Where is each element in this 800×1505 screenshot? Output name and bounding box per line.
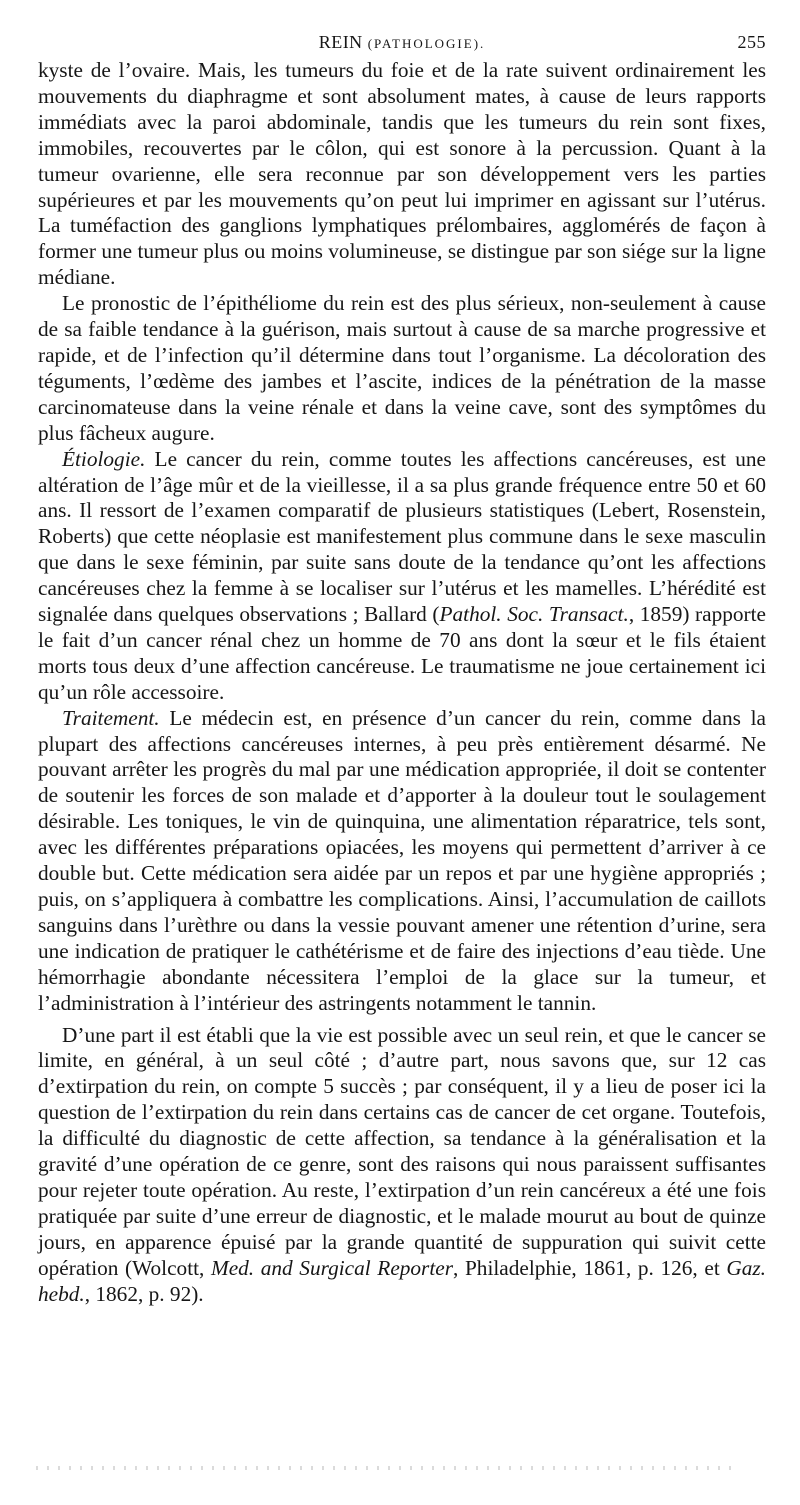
paragraph-text: Le cancer du rein, comme toutes les affections cancéreuses, est une altération de l’âge mûr et de la vieillesse, il a sa plus grande fréquence entre 50 et 60 ans. Il ressort de l’examen comparatif de plusieurs statistiques (Lebert, Rosenstein, Roberts) que cette néoplasie est manifestement plus commune dans le sexe masculin que dans le sexe féminin, par suite sans doute de la tendance qu’ont les affections cancéreuses chez la femme à se localiser sur l’utérus et les mamelles. L’hérédité est signalée dans quelques observations ; Ballard ( [38,446,766,627]
body-text [38,58,766,1308]
paragraph-text: Le pronostic de l’épithéliome du rein est des plus sérieux, non-seulement à cause de sa faible tendance à la guérison, mais surtout à cause de sa marche progressive et rapide, et de l’infection qu’il détermine dans tout l’organisme. La décoloration des téguments, l’œdème des jambes et l’ascite, indices de la pénétration de la masse carcinomateuse dans la veine rénale et dans la veine cave, sont des symptômes du plus fâcheux augure. [38,291,766,445]
running-header [38,30,766,58]
running-title [38,32,766,53]
paragraph-text: , Philadelphie, 1861, p. 126, et [453,1255,727,1280]
paragraph-text: , 1862, p. 92). [84,1281,204,1306]
citation: Pathol. Soc. Transact. [439,602,629,627]
bleed-through-noise [36,1466,736,1470]
section-lead-etiology: Étiologie. [62,446,146,471]
page-number: 255 [737,32,766,52]
paragraph-text: Le médecin est, en présence d’un cancer du rein, comme dans la plupart des affections cancéreuses internes, à peu près entièrement désarmé. Ne pouvant arrêter les progrès du mal par une médication appropriée, il doit se contenter de soutenir les forces de son malade et d’apporter à la douleur tout le soulagement désirable. Les toniques, le vin de quinquina, une alimentation réparatrice, tels sont, avec les différentes préparations opiacées, les moyens qui permettent d’arriver à ce double but. Cette médication sera aidée par un repos et par une hygiène appropriés ; puis, on s’appliquera à combattre les complications. Ainsi, l’accumulation de caillots sanguins dans l’urèthre ou dans la vessie pouvant amener une rétention d’urine, sera une indication de pratiquer le cathétérisme et de faire des injections d’eau tiède. Une hémorrhagie abondante nécessitera l’emploi de la glace sur la tumeur, et l’administration à l’intérieur des astringents notamment le tannin. [38,705,766,1015]
paragraph-text: , 1859) rapporte le fait d’un cancer rénal chez un homme de 70 ans dont la sœur et le fils étaient morts tous deux d’une affection cancéreuse. Le traumatisme ne joue certainement ici qu’un rôle accessoire. [38,602,766,704]
paragraph-extirpation [38,1023,766,1308]
citation: Med. and Surgical Reporter [210,1255,454,1280]
running-title-main: REIN [318,32,363,52]
paragraph-continuation [38,58,766,291]
book-page [38,30,766,1308]
paragraph-treatment [38,706,766,1017]
paragraph-text: D’une part il est établi que la vie est possible avec un seul rein, et que le cancer se limite, en général, à un seul côté ; d’autre part, nous savons que, sur 12 cas d’extirpation du rein, on compte 5 succès ; par conséquent, il y a lieu de poser ici la question de l’extirpation du rein dans certains cas de cancer de cet organe. Toutefois, la difficulté du diagnostic de cette affection, sa tendance à la généralisation et la gravité d’une opération de ce genre, sont des raisons qui nous paraissent suffisantes pour rejeter toute opération. Au reste, l’extirpation d’un rein cancéreux a été une fois pratiquée par suite d’une erreur de diagnostic, et le malade mourut au bout de quinze jours, en apparence épuisé par la grande quantité de suppuration qui suivit cette opération (Wolcott, [38,1022,766,1280]
paragraph-text: kyste de l’ovaire. Mais, les tumeurs du foie et de la rate suivent ordinairement les mouvements du diaphragme et sont absolument mates, à cause de leurs rapports immédiats avec la paroi abdominale, tandis que les tumeurs du rein sont fixes, immobiles, recouvertes par le côlon, qui est sonore à la percussion. Quant à la tumeur ovarienne, elle sera reconnue par son développement vers les parties supérieures et par les mouvements qu’on peut lui imprimer en agissant sur l’utérus. La tuméfaction des ganglions lymphatiques prélombaires, agglomérés de façon à former une tumeur plus ou moins volumineuse, se distingue par son siége sur la ligne médiane. [38,58,766,290]
section-lead-treatment: Traitement. [62,705,160,730]
paragraph-etiology [38,447,766,706]
paragraph-prognosis [38,291,766,446]
citation: Gaz. hebd. [38,1255,766,1306]
running-title-sub: (PATHOLOGIE). [367,36,486,51]
